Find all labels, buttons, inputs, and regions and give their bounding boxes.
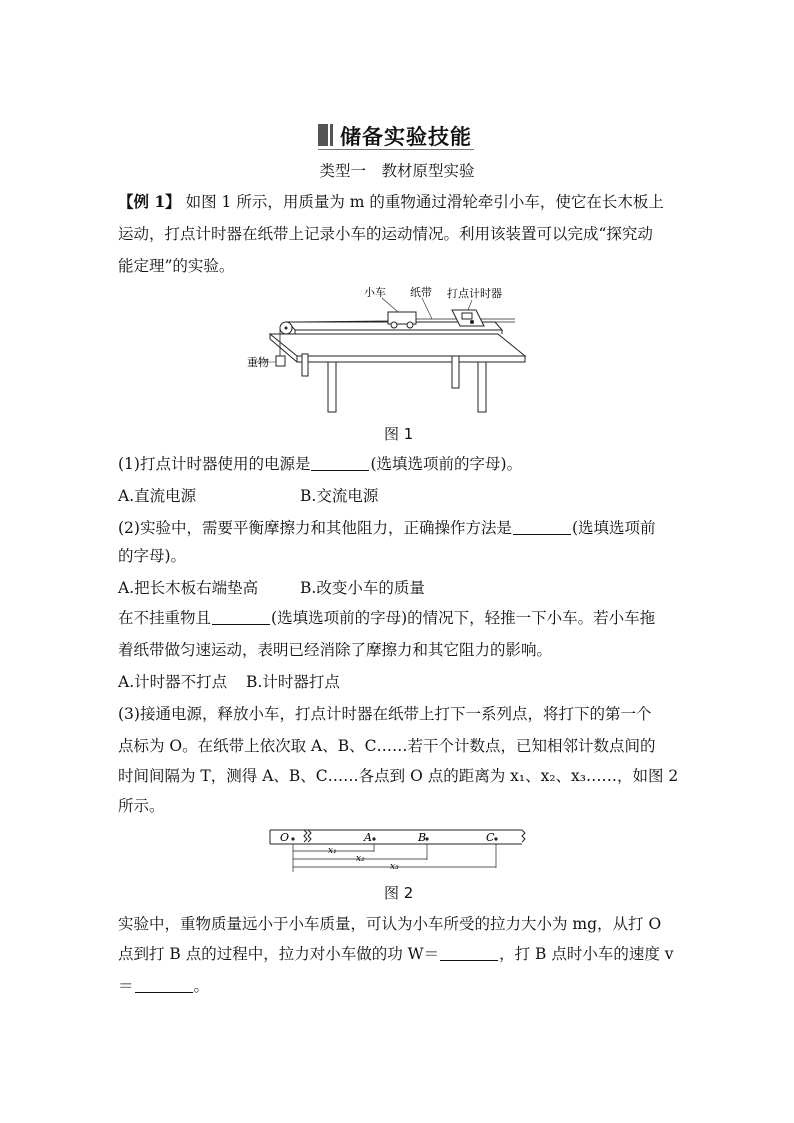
q2-option-a: A.把长木板右端垫高 — [118, 579, 259, 597]
q1-option-a: A.直流电源 — [118, 487, 197, 505]
answer-blank[interactable] — [440, 946, 498, 961]
label-weight: 重物 — [247, 356, 269, 369]
answer-blank[interactable] — [513, 520, 571, 535]
table-leg — [478, 362, 486, 412]
q3-line-2: 点标为 O。在纸带上依次取 A、B、C……若干个计数点，已知相邻计数点间的 — [118, 737, 656, 755]
q3-line-4: 所示。 — [118, 797, 165, 815]
q1-stem-after: (选填选项前的字母)。 — [370, 455, 523, 473]
subtitle: 类型一 教材原型实验 — [319, 162, 475, 180]
figure-2-tape — [264, 826, 534, 876]
q1-stem-before: (1)打点计时器使用的电源是 — [118, 455, 311, 473]
q4-line-2 — [118, 944, 674, 964]
tape-break — [304, 830, 311, 842]
example-line-1 — [118, 192, 664, 212]
weight-block — [276, 356, 285, 366]
example-tag: 【例 1】 — [118, 192, 181, 211]
title-bar-decoration-thin — [330, 124, 333, 146]
q2-option2-b: B.计时器打点 — [246, 673, 340, 691]
label-tape: 纸带 — [410, 286, 432, 299]
q4-line-2-before: 点到打 B 点的过程中，拉力对小车做的功 W＝ — [118, 945, 440, 963]
point-label-b: B — [418, 831, 427, 844]
q2-stem-after: (选填选项前 — [571, 519, 656, 537]
q4-line-3 — [118, 976, 209, 996]
q2-stem-before: (2)实验中，需要平衡摩擦力和其他阻力，正确操作方法是 — [118, 519, 512, 537]
q2-stem — [118, 518, 656, 538]
distance-label-x1: x₁ — [328, 846, 337, 856]
example-line-2: 运动，打点计时器在纸带上记录小车的运动情况。利用该装置可以完成“探究动 — [118, 225, 653, 243]
figure-1-caption: 图 1 — [384, 425, 414, 443]
table-leg — [328, 362, 336, 412]
q1-options — [118, 486, 378, 506]
point-label-c: C — [486, 831, 495, 844]
example-text-1: 如图 1 所示，用质量为 m 的重物通过滑轮牵引小车，使它在长木板上 — [185, 193, 664, 211]
answer-blank[interactable] — [212, 610, 270, 625]
title-underline — [318, 149, 474, 150]
q2-options — [118, 578, 425, 598]
section-title-text: 储备实验技能 — [340, 125, 472, 149]
example-line-3: 能定理”的实验。 — [118, 257, 235, 275]
table-leg — [302, 354, 308, 376]
q2-cond-before: 在不挂重物且 — [118, 609, 212, 627]
q4-line-1: 实验中，重物质量远小于小车质量，可认为小车所受的拉力大小为 mg，从打 O — [118, 915, 662, 933]
q4-line-3-after: 。 — [193, 977, 210, 995]
figure-2-caption: 图 2 — [384, 884, 414, 902]
label-timer: 打点计时器 — [447, 287, 502, 300]
q2-option-b: B.改变小车的质量 — [300, 579, 425, 597]
q2-cond-after: (选填选项前的字母)的情况下，轻推一下小车。若小车拖 — [271, 609, 656, 627]
point-label-o: O — [280, 831, 290, 844]
q2-option2-a: A.计时器不打点 — [118, 673, 228, 691]
q1-option-b: B.交流电源 — [300, 487, 379, 505]
table-edge — [297, 356, 525, 362]
table-leg — [452, 356, 459, 388]
q4-line-2-after: ，打 B 点时小车的速度 v — [499, 945, 674, 963]
distance-label-x3: x₃ — [390, 862, 399, 872]
q2-condition — [118, 608, 655, 628]
distance-label-x2: x₂ — [356, 854, 365, 864]
figure-1-apparatus — [240, 284, 540, 414]
q2-stem-line-2: 的字母)。 — [118, 547, 187, 565]
q2-condition-line-2: 着纸带做匀速运动，表明已经消除了摩擦力和其它阻力的影响。 — [118, 641, 553, 659]
answer-blank[interactable] — [311, 456, 369, 471]
label-car: 小车 — [364, 286, 386, 299]
q3-line-1: (3)接通电源，释放小车，打点计时器在纸带上打下一系列点，将打下的第一个 — [118, 705, 652, 723]
q2-options-2 — [118, 672, 340, 692]
answer-blank[interactable] — [135, 978, 193, 993]
q3-line-3: 时间间隔为 T，测得 A、B、C……各点到 O 点的距离为 x₁、x₂、x₃……，如图 2 — [118, 767, 679, 785]
point-label-a: A — [364, 831, 372, 844]
q4-line-3-before: ＝ — [118, 977, 134, 995]
q1-stem — [118, 454, 522, 474]
title-bar-decoration — [318, 124, 328, 146]
section-title — [318, 121, 474, 151]
table-top — [270, 334, 525, 356]
